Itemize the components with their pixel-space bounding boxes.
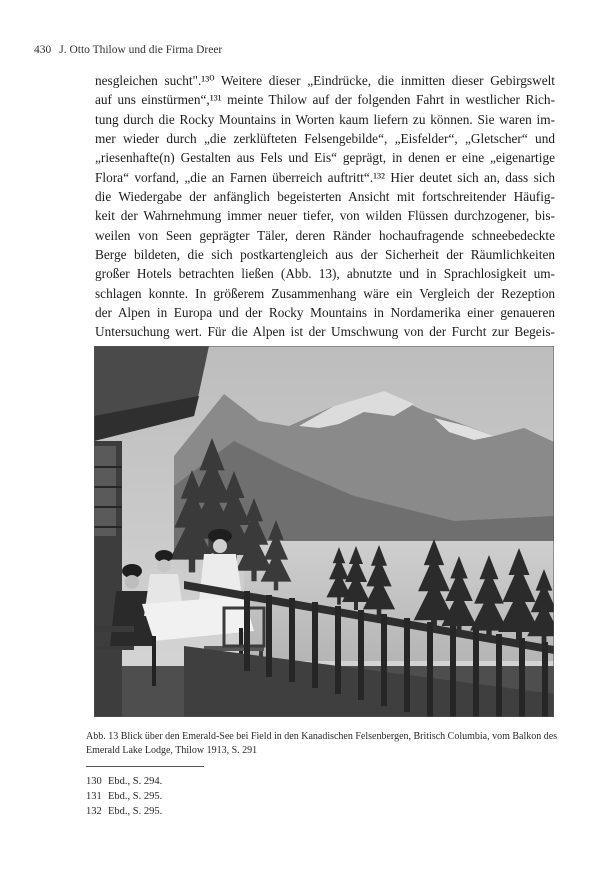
body-line: mer wieder durch „die zerklüfteten Felsengebilde“, „Eisfelder“, „Gletscher“ und [95,131,555,147]
footnote-text: Ebd., S. 295. [108,806,163,817]
body-line: weilen von Seen geprägter Täler, deren Ränder hochaufragende schneebedeckte [95,227,555,243]
body-line: Flora“ vorfand, „die an Farnen überreich auftritt“.¹³² Hier deutet sich an, dass sich [95,169,555,185]
footnote-text: Ebd., S. 295. [108,791,163,802]
running-head [34,44,222,56]
figure-caption: Abb. 13 Blick über den Emerald-See bei Field in den Kanadischen Felsenbergen, Britisch Columbia, vom Balkon des Emerald Lake Lodge, Thilow 1913, S. 291 [86,731,558,756]
footnote-number: 132 [86,806,102,817]
body-line: Berge bildeten, die sich postkartengleich aus der Sicherheit der Räumlichkeiten [95,247,555,263]
photo-illustration [94,346,554,717]
body-line: Untersuchung wert. Für die Alpen ist der Umschwung von der Furcht zur Begeis- [95,324,555,340]
body-line: nesgleichen sucht".¹³⁰ Weitere dieser „Eindrücke, die inmitten dieser Gebirgswelt [95,73,555,88]
footnote-number: 131 [86,791,102,802]
body-line: keit der Wahrnehmung immer neuer tiefer, von wilden Flüssen durchzogener, bis- [95,208,555,224]
body-line: die Wiedergabe der anfänglich begeisterten Ansicht mit fortschreitender Häufig- [95,189,555,205]
footnote [86,789,162,804]
footnotes [86,774,162,819]
footnote-divider [86,766,204,767]
body-line: schlagen konnte. In größerem Zusammenhang wäre ein Vergleich der Rezeption [95,285,555,301]
body-text [95,71,555,342]
page-number: 430 [34,44,52,56]
footnote-number: 130 [86,776,102,787]
body-line: „riesenhafte(n) Gestalten aus Fels und Eis“ geprägt, in denen er eine „eigenartige [95,150,555,166]
footnote [86,774,162,789]
running-title: J. Otto Thilow und die Firma Dreer [59,44,223,56]
body-line: großer Hotels betrachten ließen (Abb. 13), abnutzte und in Sprachlosigkeit um- [95,266,555,282]
footnote-text: Ebd., S. 294. [108,776,163,787]
body-line: auf uns einstürmen“,¹³¹ meinte Thilow auf der folgenden Fahrt in westlicher Rich- [95,92,555,108]
footnote [86,804,162,819]
figure-photo-emerald-lake [94,346,554,717]
body-line: der Alpen in Europa und der Rocky Mountains in Nordamerika einer genaueren [95,305,555,321]
body-line: tung durch die Rocky Mountains in Worten kaum liefern zu können. Sie waren im- [95,111,555,127]
